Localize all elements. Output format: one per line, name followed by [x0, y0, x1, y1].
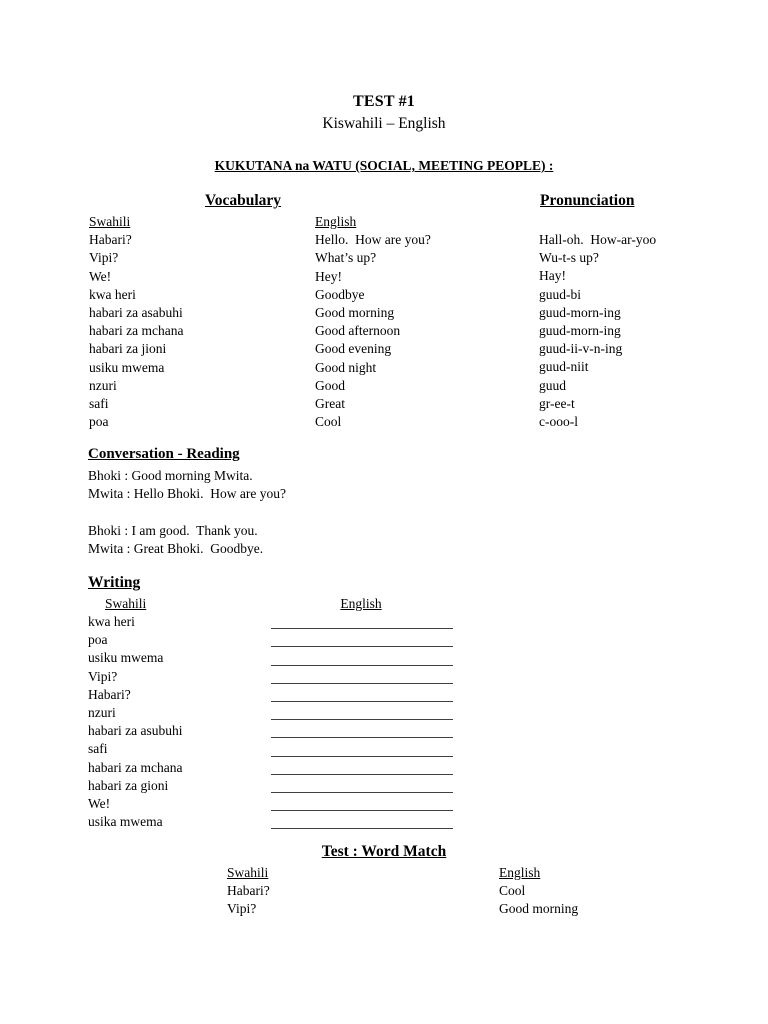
vocabulary-swahili-item: usiku mwema [89, 359, 165, 375]
word-match-english-header: English [499, 865, 541, 880]
vocabulary-pronunciation-column [539, 231, 656, 431]
writing-word: usiku mwema [88, 650, 164, 666]
writing-answer-line[interactable] [271, 649, 453, 667]
vocabulary-swahili-item: kwa heri [89, 286, 136, 302]
writing-word: habari za gioni [88, 777, 169, 793]
writing-answer-line[interactable] [271, 631, 453, 649]
vocabulary-heading: Vocabulary [204, 192, 282, 209]
writing-answer-line[interactable] [271, 795, 453, 813]
vocabulary-english-item: Cool [315, 414, 342, 430]
writing-answer-line[interactable] [271, 759, 453, 777]
vocabulary-english-item: Good morning [315, 305, 395, 321]
writing-english-header-label: English [340, 596, 382, 611]
vocabulary-swahili-item: habari za mchana [89, 323, 184, 339]
writing-swahili-column [88, 613, 182, 831]
writing-answer-line[interactable] [271, 686, 453, 704]
vocabulary-english-item: Great [315, 396, 345, 412]
word-match-english-column [499, 882, 578, 918]
writing-answer-line[interactable] [271, 668, 453, 686]
vocabulary-english-item: Good afternoon [315, 323, 401, 339]
vocabulary-english-column [315, 213, 431, 431]
writing-answer-line[interactable] [271, 813, 453, 831]
writing-answer-line[interactable] [271, 704, 453, 722]
vocabulary-swahili-column [89, 213, 183, 431]
vocabulary-swahili-item: Habari? [89, 232, 132, 248]
vocabulary-pronunciation-item: guud-niit [539, 359, 589, 375]
section-heading-social-meeting-people: KUKUTANA na WATU (SOCIAL, MEETING PEOPLE) : [214, 158, 554, 173]
writing-answer-line[interactable] [271, 722, 453, 740]
vocabulary-pronunciation-item: guud [539, 377, 566, 393]
vocabulary-pronunciation-item: guud-ii-v-n-ing [539, 341, 623, 357]
vocabulary-swahili-item: Vipi? [89, 250, 119, 266]
conversation-dialogue [88, 467, 286, 558]
vocabulary-english-header: English [315, 214, 357, 229]
writing-answer-lines [271, 613, 453, 831]
vocabulary-swahili-item: safi [89, 396, 109, 412]
conversation-line: Mwita : Hello Bhoki. How are you? [88, 486, 286, 502]
writing-word: nzuri [88, 705, 116, 721]
vocabulary-english-item: Good evening [315, 341, 392, 357]
vocabulary-swahili-item: habari za jioni [89, 341, 167, 357]
vocabulary-swahili-item: poa [89, 414, 109, 430]
writing-answer-line[interactable] [271, 740, 453, 758]
vocabulary-english-item: Hey! [315, 268, 342, 284]
word-match-heading: Test : Word Match [321, 843, 447, 860]
vocabulary-english-item: Good [315, 377, 345, 393]
vocabulary-swahili-item: habari za asabuhi [89, 305, 183, 321]
writing-word: poa [88, 632, 108, 648]
vocabulary-pronunciation-item: c-ooo-l [539, 414, 578, 430]
writing-english-header [270, 595, 452, 613]
writing-swahili-header: Swahili [105, 596, 147, 611]
word-match-swahili-header: Swahili [227, 865, 269, 880]
word-match-swahili-item[interactable]: Vipi? [227, 901, 257, 917]
conversation-line: Bhoki : Good morning Mwita. [88, 468, 253, 483]
writing-word: safi [88, 741, 108, 757]
writing-answer-line[interactable] [271, 613, 453, 631]
conversation-reading-heading: Conversation - Reading [88, 446, 240, 462]
writing-word: habari za asubuhi [88, 723, 183, 739]
vocabulary-pronunciation-item: Wu-t-s up? [539, 250, 599, 266]
word-match-swahili-item[interactable]: Habari? [227, 883, 270, 898]
vocabulary-pronunciation-item: Hall-oh. How-ar-yoo [539, 232, 657, 247]
vocabulary-pronunciation-item: gr-ee-t [539, 395, 575, 411]
writing-word: habari za mchana [88, 759, 183, 775]
vocabulary-pronunciation-item: Hay! [539, 268, 566, 284]
writing-word: kwa heri [88, 614, 135, 629]
document-subtitle: Kiswahili – English [322, 115, 446, 132]
vocabulary-pronunciation-item: guud-bi [539, 286, 581, 302]
pronunciation-heading: Pronunciation [540, 192, 635, 209]
vocabulary-english-item: Goodbye [315, 286, 365, 302]
writing-word: Habari? [88, 686, 131, 702]
vocabulary-pronunciation-item: guud-morn-ing [539, 323, 621, 339]
writing-word: Vipi? [88, 668, 118, 684]
word-match-english-item[interactable]: Good morning [499, 901, 579, 917]
conversation-line: Mwita : Great Bhoki. Goodbye. [88, 540, 264, 556]
vocabulary-swahili-header: Swahili [89, 214, 131, 229]
vocabulary-swahili-item: We! [89, 268, 112, 284]
writing-heading: Writing [88, 574, 141, 591]
writing-answer-line[interactable] [271, 777, 453, 795]
document-title: TEST #1 [352, 93, 416, 110]
writing-word: usika mwema [88, 814, 163, 830]
word-match-english-item[interactable]: Cool [499, 883, 526, 898]
vocabulary-english-item: What’s up? [315, 250, 377, 266]
conversation-line: Bhoki : I am good. Thank you. [88, 522, 258, 538]
vocabulary-english-item: Hello. How are you? [315, 232, 431, 248]
word-match-swahili-column [227, 882, 270, 918]
vocabulary-swahili-item: nzuri [89, 377, 117, 393]
writing-word: We! [88, 796, 111, 812]
vocabulary-english-item: Good night [315, 359, 377, 375]
vocabulary-pronunciation-item: guud-morn-ing [539, 304, 621, 320]
